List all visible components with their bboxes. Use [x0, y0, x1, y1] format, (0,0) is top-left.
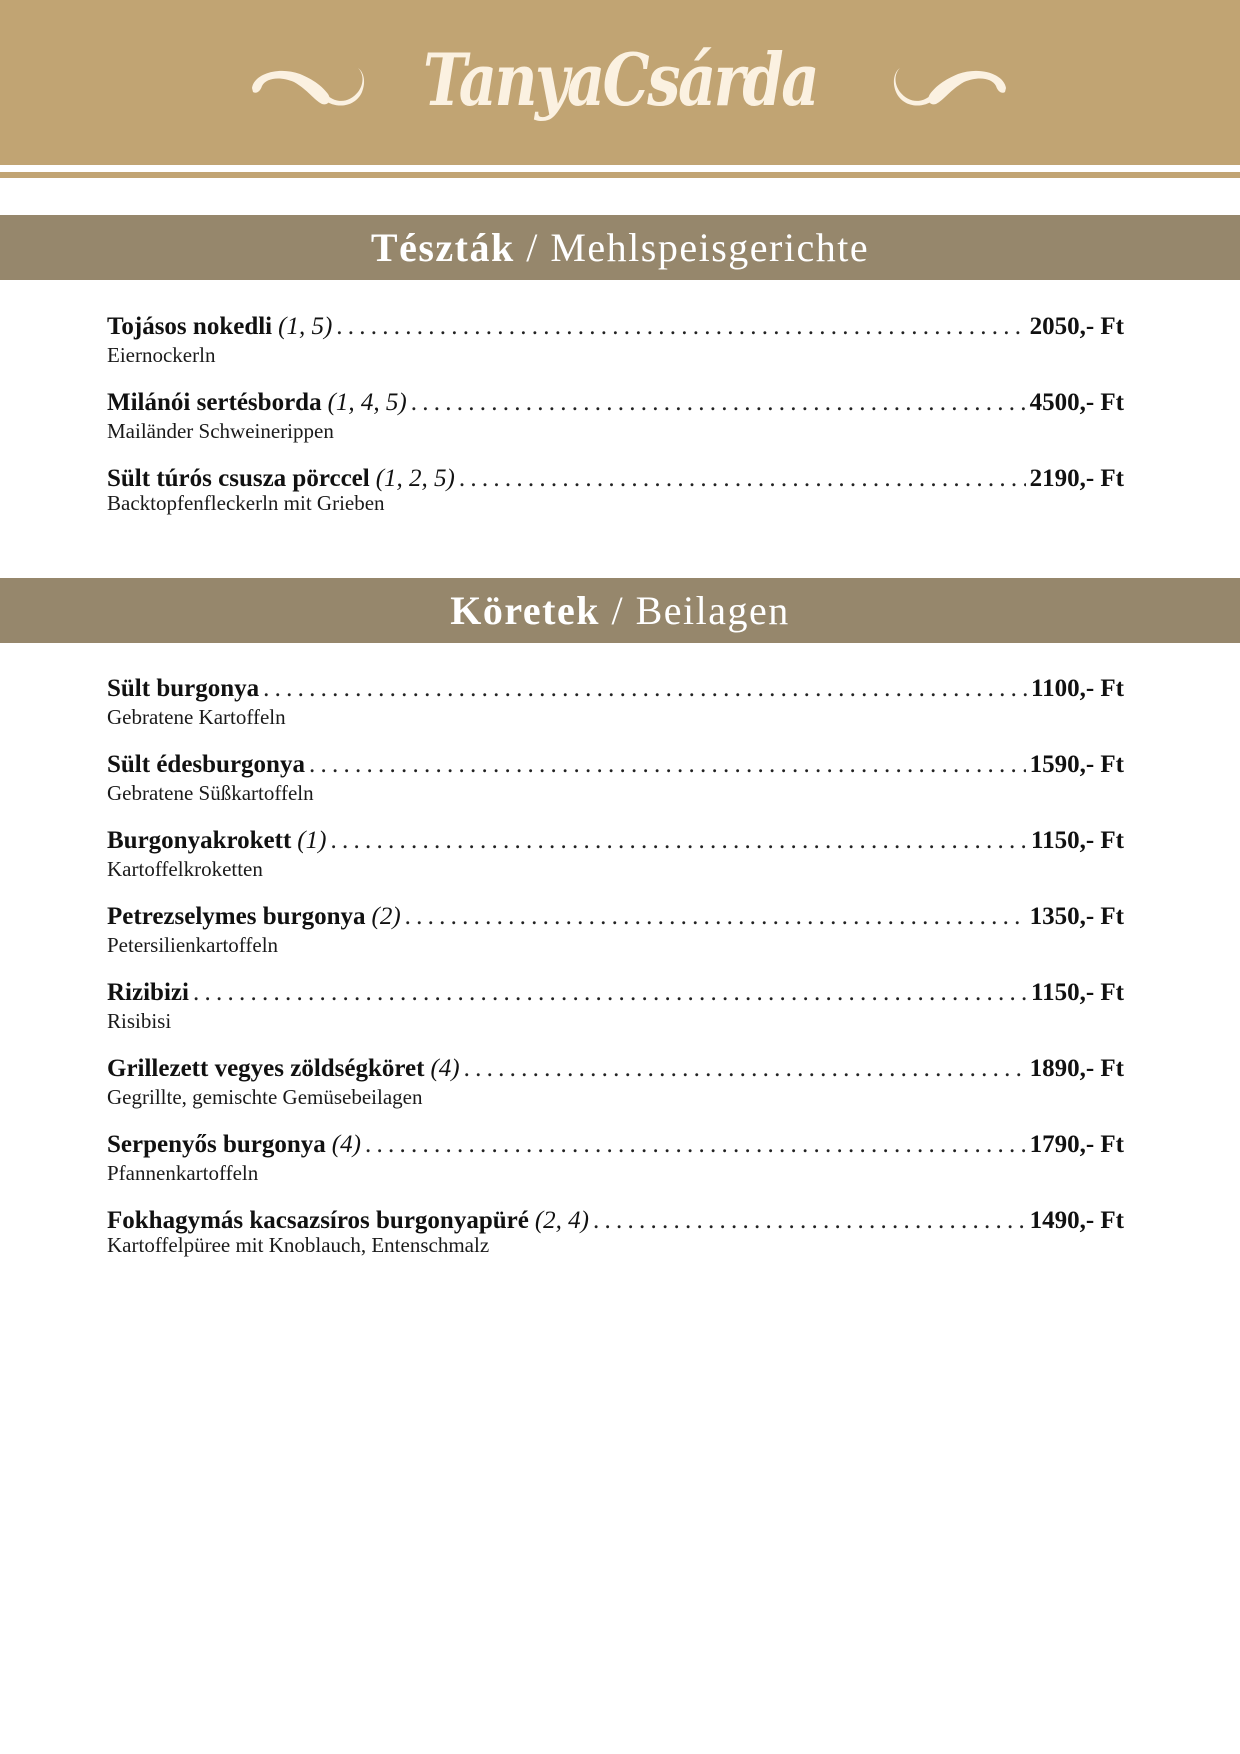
menu-item: [107, 750, 1124, 826]
dot-leader: [464, 1054, 1026, 1084]
item-translation: Mailänder Schweinerippen: [107, 419, 334, 443]
item-allergens: (2): [371, 903, 401, 930]
item-name: Rizibizi: [107, 979, 189, 1006]
item-translation: Backtopfenfleckerln mit Grieben: [107, 491, 385, 515]
menu-item: [107, 674, 1124, 750]
item-price: 2050,- Ft: [1029, 313, 1124, 340]
menu-item: [107, 1054, 1124, 1130]
dot-leader: [593, 1206, 1026, 1236]
item-name: Milánói sertésborda: [107, 389, 322, 416]
menu-item: [107, 1130, 1124, 1206]
item-price: 1150,- Ft: [1030, 979, 1124, 1006]
section-title-de: Mehlspeisgerichte: [550, 225, 870, 270]
item-translation: Kartoffelkroketten: [107, 857, 263, 881]
item-translation: Gebratene Kartoffeln: [107, 705, 286, 729]
menu-list-sides: [107, 674, 1124, 1282]
item-price: 1490,- Ft: [1029, 1207, 1124, 1234]
item-price: 1890,- Ft: [1029, 1055, 1124, 1082]
item-name: Burgonyakrokett: [107, 827, 292, 854]
item-translation: Gebratene Süßkartoffeln: [107, 781, 314, 805]
item-price: 1350,- Ft: [1029, 903, 1124, 930]
item-translation: Risibisi: [107, 1009, 172, 1033]
menu-item: [107, 1206, 1124, 1282]
item-name: Sült burgonya: [107, 675, 260, 702]
dot-leader: [336, 312, 1025, 342]
item-translation: Eiernockerln: [107, 343, 216, 367]
menu-item: [107, 978, 1124, 1054]
item-translation: Petersilienkartoffeln: [107, 933, 279, 957]
menu-item: [107, 464, 1124, 540]
item-name: Sült édesburgonya: [107, 751, 305, 778]
item-translation: Pfannenkartoffeln: [107, 1161, 259, 1185]
item-allergens: (4): [331, 1131, 361, 1158]
section-title-hu: Tészták: [370, 225, 515, 270]
dot-leader: [263, 674, 1027, 704]
dot-leader: [405, 902, 1026, 932]
menu-item: [107, 902, 1124, 978]
item-allergens: (1, 5): [278, 313, 333, 340]
dot-leader: [193, 978, 1027, 1008]
section-title-separator: /: [599, 588, 636, 633]
item-name: Petrezselymes burgonya: [107, 903, 366, 930]
item-allergens: (4): [430, 1055, 460, 1082]
item-price: 1590,- Ft: [1029, 751, 1124, 778]
item-translation: Kartoffelpüree mit Knoblauch, Entenschmalz: [107, 1233, 490, 1257]
item-allergens: (2, 4): [534, 1207, 589, 1234]
item-allergens: (1): [297, 827, 327, 854]
item-price: 1790,- Ft: [1029, 1131, 1124, 1158]
swirl-ornament-icon: [888, 60, 1010, 110]
item-name: Sült túrós csusza pörccel: [107, 465, 370, 492]
item-price: 2190,- Ft: [1029, 465, 1124, 492]
section-title-de: Beilagen: [635, 588, 790, 633]
section-title-separator: /: [514, 225, 551, 270]
item-translation: Gegrillte, gemischte Gemüsebeilagen: [107, 1085, 423, 1109]
item-price: 1100,- Ft: [1030, 675, 1124, 702]
section-header-sides: [0, 578, 1240, 643]
restaurant-name: TanyaCsárda: [422, 37, 818, 122]
header-divider-stripe: [0, 172, 1240, 178]
menu-item: [107, 312, 1124, 388]
dot-leader: [309, 750, 1026, 780]
menu-list-pasta: [107, 312, 1124, 540]
item-name: Grillezett vegyes zöldségköret: [107, 1055, 425, 1082]
dot-leader: [330, 826, 1027, 856]
menu-item: [107, 388, 1124, 464]
item-price: 4500,- Ft: [1029, 389, 1124, 416]
dot-leader: [411, 388, 1026, 418]
item-allergens: (1, 2, 5): [375, 465, 455, 492]
item-price: 1150,- Ft: [1030, 827, 1124, 854]
item-name: Tojásos nokedli: [107, 313, 273, 340]
item-allergens: (1, 4, 5): [327, 389, 407, 416]
item-name: Serpenyős burgonya: [107, 1131, 326, 1158]
dot-leader: [365, 1130, 1026, 1160]
dot-leader: [459, 464, 1026, 494]
section-title-hu: Köretek: [450, 588, 600, 633]
menu-item: [107, 826, 1124, 902]
item-name: Fokhagymás kacsazsíros burgonyapüré: [107, 1207, 529, 1234]
section-header-pasta: [0, 215, 1240, 280]
